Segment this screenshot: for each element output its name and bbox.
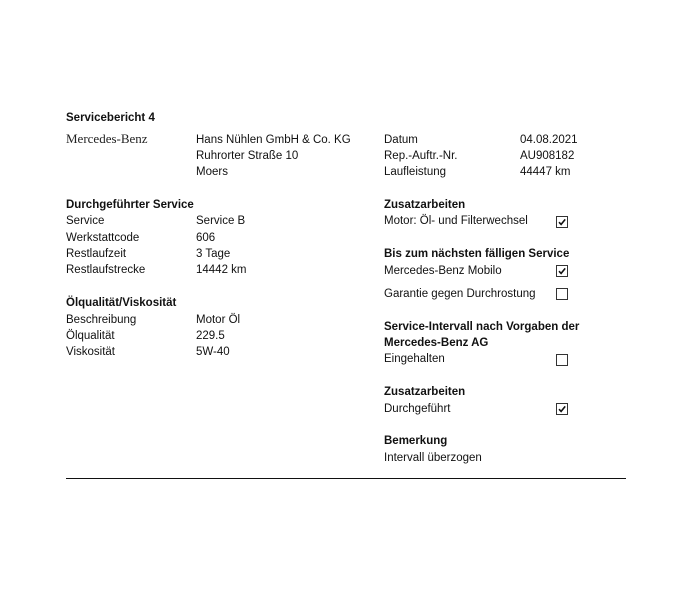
oil-row-label: Ölqualität — [66, 330, 115, 342]
eingehalten-checkbox — [556, 354, 568, 366]
oil-row-label: Beschreibung — [66, 314, 137, 326]
oil-heading: Ölqualität/Viskosität — [66, 297, 177, 309]
oil-row-value: 5W-40 — [196, 346, 230, 358]
datum-value: 04.08.2021 — [520, 134, 578, 146]
zusatz1-checkbox — [556, 216, 568, 228]
brand-logo-text: Mercedes-Benz — [66, 131, 148, 146]
check-icon — [557, 266, 567, 276]
zusatz1-item-label: Motor: Öl- und Filterwechsel — [384, 215, 528, 227]
interval-heading-line2: Mercedes-Benz AG — [384, 337, 489, 349]
service-row-value: 606 — [196, 232, 216, 244]
service-row-value: Service B — [196, 215, 246, 227]
zusatz2-item-label: Durchgeführt — [384, 403, 451, 415]
laufleistung-label: Laufleistung — [384, 166, 447, 178]
dealer-name: Hans Nühlen GmbH & Co. KG — [196, 134, 351, 146]
interval-heading-line1: Service-Intervall nach Vorgaben der — [384, 321, 580, 333]
bottom-divider — [66, 478, 626, 479]
check-icon — [557, 404, 567, 414]
service-row-label: Restlaufstrecke — [66, 264, 146, 276]
service-row-label: Service — [66, 215, 105, 227]
remark-text: Intervall überzogen — [384, 452, 482, 464]
check-icon — [557, 217, 567, 227]
report-title: Servicebericht 4 — [66, 112, 155, 124]
dealer-street: Ruhrorter Straße 10 — [196, 150, 299, 162]
auftrag-label: Rep.-Auftr.-Nr. — [384, 150, 458, 162]
service-row-label: Restlaufzeit — [66, 248, 127, 260]
durchgefuehrt-checkbox — [556, 403, 568, 415]
zusatz1-heading: Zusatzarbeiten — [384, 199, 466, 211]
durchrostung-checkbox — [556, 288, 568, 300]
auftrag-value: AU908182 — [520, 150, 575, 162]
interval-item-label: Eingehalten — [384, 353, 445, 365]
service-heading: Durchgeführter Service — [66, 199, 194, 211]
oil-row-value: 229.5 — [196, 330, 225, 342]
next-service-heading: Bis zum nächsten fälligen Service — [384, 248, 570, 260]
oil-row-label: Viskosität — [66, 346, 116, 358]
remark-heading: Bemerkung — [384, 435, 448, 447]
laufleistung-value: 44447 km — [520, 166, 571, 178]
service-row-value: 3 Tage — [196, 248, 231, 260]
zusatz2-heading: Zusatzarbeiten — [384, 386, 466, 398]
service-row-label: Werkstattcode — [66, 232, 140, 244]
mobilo-checkbox — [556, 265, 568, 277]
datum-label: Datum — [384, 134, 418, 146]
next-service-item-label: Mercedes-Benz Mobilo — [384, 265, 502, 277]
dealer-city: Moers — [196, 166, 228, 178]
service-row-value: 14442 km — [196, 264, 247, 276]
next-service-item-label: Garantie gegen Durchrostung — [384, 288, 536, 300]
oil-row-value: Motor Öl — [196, 314, 241, 326]
